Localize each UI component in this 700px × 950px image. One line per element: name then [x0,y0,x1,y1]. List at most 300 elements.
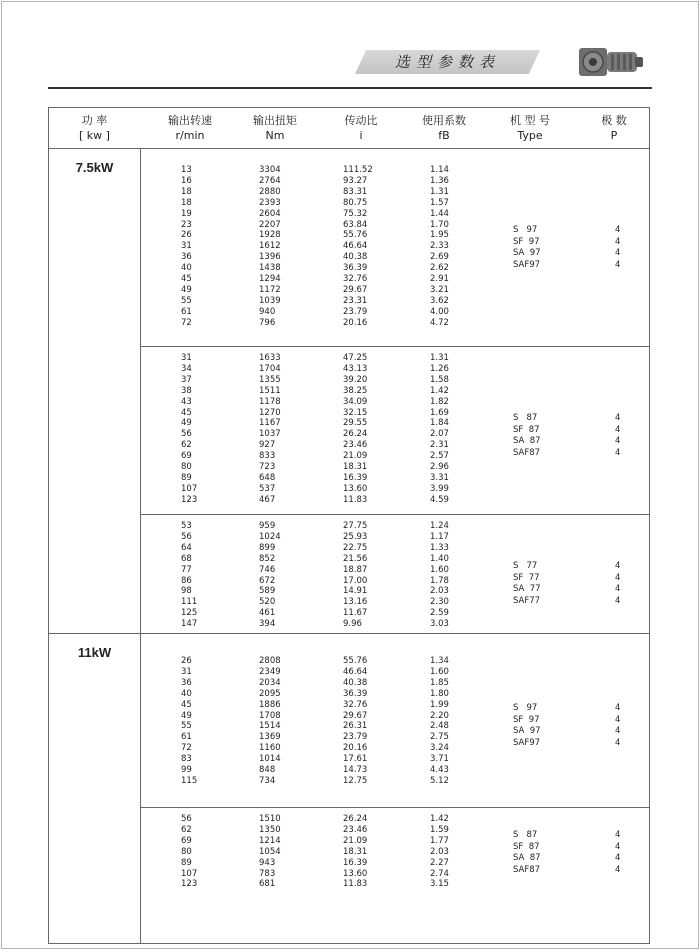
ratio-cell: 18.31 [343,846,368,857]
output-speed-cell: 115 [181,775,198,786]
output-torque-cell: 1024 [259,531,281,542]
group-separator [140,346,649,347]
output-speed-cell: 49 [181,284,192,295]
table-row [49,586,499,597]
output-speed-cell: 69 [181,835,192,846]
model-type-label: SF 87 [513,841,540,852]
service-factor-cell: 5.12 [430,775,449,786]
table-row [49,814,499,825]
output-torque-cell: 2349 [259,666,281,677]
service-factor-cell: 1.77 [430,835,449,846]
model-type-label: SAF97 [513,259,541,270]
pole-count-label: 4 [615,236,621,247]
service-factor-cell: 4.43 [430,765,449,775]
model-type-label: SF 87 [513,424,540,435]
ratio-cell: 27.75 [343,521,368,531]
output-speed-cell: 31 [181,666,192,677]
output-speed-cell: 43 [181,396,192,407]
table-row [49,397,499,408]
pole-count-label: 4 [615,841,621,852]
output-speed-cell: 45 [181,274,192,284]
output-speed-cell: 49 [181,418,192,429]
table-row [49,700,499,711]
table-row [49,619,499,630]
output-speed-cell: 125 [181,608,198,619]
output-torque-cell: 1350 [259,824,281,835]
ratio-cell: 43.13 [343,363,368,374]
header-service-factor-en: fB [438,129,450,142]
output-torque-cell: 833 [259,451,276,462]
header-speed-cn: 输出转速 [168,114,212,127]
table-row [49,364,499,375]
table-row [49,554,499,565]
pole-count-label: 4 [615,726,621,736]
output-torque-cell: 1039 [259,295,281,306]
output-torque-cell: 681 [259,879,276,890]
table-row [49,576,499,587]
output-torque-cell: 2095 [259,688,281,699]
output-torque-cell: 899 [259,542,276,553]
table-row [49,440,499,451]
output-speed-cell: 61 [181,732,192,743]
service-factor-cell: 1.85 [430,677,449,688]
pole-count-label: 4 [615,714,621,725]
ratio-cell: 46.64 [343,241,368,252]
header-torque-en: Nm [265,129,285,142]
table-row [49,451,499,462]
output-torque-cell: 783 [259,868,276,879]
table-row [49,386,499,397]
output-torque-cell: 796 [259,317,276,328]
model-type-label: SF 97 [513,236,540,247]
pole-count-label: 4 [615,259,621,270]
output-torque-cell: 2034 [259,677,281,688]
output-torque-cell: 1886 [259,699,281,710]
table-row [49,879,499,890]
output-speed-cell: 62 [181,440,192,451]
pole-count-label: 4 [615,830,621,840]
table-row [49,743,499,754]
table-row [49,165,499,176]
service-factor-cell: 3.15 [430,879,449,890]
output-torque-cell: 1438 [259,263,281,274]
selection-table [48,107,650,944]
output-torque-cell: 1178 [259,396,281,407]
group-separator [140,514,649,515]
table-row [49,176,499,187]
model-type-label: SAF97 [513,737,541,748]
output-speed-cell: 107 [181,868,198,879]
pole-count-label: 4 [615,853,621,863]
output-speed-cell: 56 [181,429,192,440]
output-torque-cell: 746 [259,564,276,575]
service-factor-cell: 3.71 [430,754,449,765]
table-row [49,408,499,419]
output-torque-cell: 2764 [259,175,281,186]
ratio-cell: 18.87 [343,564,368,575]
service-factor-cell: 3.31 [430,472,449,483]
table-row [49,532,499,543]
table-row [49,230,499,241]
service-factor-cell: 2.75 [430,732,449,743]
ratio-cell: 14.91 [343,586,368,597]
output-speed-cell: 55 [181,721,192,732]
header-poles-cn: 极 数 [601,114,627,127]
ratio-cell: 20.16 [343,743,368,754]
output-speed-cell: 72 [181,317,192,328]
ratio-cell: 26.24 [343,429,368,440]
model-type-label: SF 77 [513,572,540,583]
output-speed-cell: 123 [181,494,198,505]
service-factor-cell: 2.27 [430,857,449,868]
output-speed-cell: 53 [181,521,192,531]
ratio-cell: 29.67 [343,284,368,295]
output-torque-cell: 1396 [259,252,281,263]
output-speed-cell: 123 [181,879,198,890]
output-speed-cell: 40 [181,263,192,274]
service-factor-cell: 1.44 [430,208,449,219]
ratio-cell: 46.64 [343,666,368,677]
ratio-cell: 11.83 [343,879,368,890]
ratio-cell: 11.67 [343,608,368,619]
output-torque-cell: 1708 [259,710,281,721]
model-type-label: SA 77 [513,584,541,594]
service-factor-cell: 1.60 [430,666,449,677]
output-speed-cell: 31 [181,353,192,363]
ratio-cell: 55.76 [343,230,368,241]
ratio-cell: 21.09 [343,451,368,462]
output-torque-cell: 2808 [259,656,281,666]
service-factor-cell: 2.07 [430,429,449,440]
service-factor-cell: 1.57 [430,197,449,208]
ratio-cell: 40.38 [343,677,368,688]
output-torque-cell: 3304 [259,165,281,175]
service-factor-cell: 2.69 [430,252,449,263]
ratio-cell: 13.16 [343,597,368,608]
ratio-cell: 16.39 [343,857,368,868]
page-title-banner [355,50,540,74]
output-speed-cell: 45 [181,407,192,418]
ratio-cell: 23.79 [343,732,368,743]
service-factor-cell: 2.20 [430,710,449,721]
output-speed-cell: 107 [181,483,198,494]
table-row [49,495,499,506]
output-torque-cell: 1214 [259,835,281,846]
power-section-separator [49,633,649,634]
pole-count-label: 4 [615,436,621,446]
ratio-cell: 39.20 [343,374,368,385]
output-speed-cell: 99 [181,765,192,775]
service-factor-cell: 3.24 [430,743,449,754]
service-factor-cell: 1.40 [430,553,449,564]
table-row [49,296,499,307]
pole-count-label: 4 [615,225,621,235]
table-row [49,429,499,440]
pole-count-label: 4 [615,248,621,258]
ratio-cell: 21.56 [343,553,368,564]
ratio-cell: 29.55 [343,418,368,429]
ratio-cell: 55.76 [343,656,368,666]
service-factor-cell: 2.59 [430,608,449,619]
table-header-row [49,108,649,149]
ratio-cell: 36.39 [343,688,368,699]
table-row [49,521,499,532]
output-speed-cell: 45 [181,699,192,710]
ratio-cell: 32.15 [343,407,368,418]
output-speed-cell: 68 [181,553,192,564]
output-speed-cell: 18 [181,197,192,208]
table-row [49,353,499,364]
output-torque-cell: 537 [259,483,276,494]
service-factor-cell: 1.80 [430,688,449,699]
output-speed-cell: 89 [181,472,192,483]
ratio-cell: 13.60 [343,868,368,879]
ratio-cell: 9.96 [343,619,362,630]
output-speed-cell: 72 [181,743,192,754]
service-factor-cell: 2.96 [430,462,449,472]
service-factor-cell: 1.17 [430,531,449,542]
output-torque-cell: 1510 [259,814,281,824]
ratio-cell: 111.52 [343,165,373,175]
table-row [49,847,499,858]
ratio-cell: 17.61 [343,754,368,765]
output-speed-cell: 89 [181,857,192,868]
pole-count-label: 4 [615,572,621,583]
service-factor-cell: 3.03 [430,619,449,630]
service-factor-cell: 1.60 [430,564,449,575]
header-poles [584,113,644,143]
table-row [49,285,499,296]
output-speed-cell: 83 [181,754,192,765]
service-factor-cell: 1.42 [430,814,449,824]
table-row [49,462,499,473]
output-torque-cell: 723 [259,462,276,472]
output-torque-cell: 394 [259,619,276,630]
output-torque-cell: 672 [259,575,276,586]
model-type-label: SAF87 [513,447,541,458]
output-torque-cell: 848 [259,765,276,775]
output-torque-cell: 734 [259,775,276,786]
ratio-cell: 32.76 [343,274,368,284]
ratio-cell: 25.93 [343,531,368,542]
table-row [49,732,499,743]
gear-motor-logo-icon [577,42,645,82]
model-type-label: S 87 [513,413,538,423]
output-speed-cell: 23 [181,219,192,230]
output-speed-cell: 13 [181,165,192,175]
ratio-cell: 23.46 [343,440,368,451]
output-torque-cell: 467 [259,494,276,505]
table-row [49,263,499,274]
table-row [49,274,499,285]
model-type-label: SA 87 [513,853,541,863]
output-torque-cell: 648 [259,472,276,483]
output-torque-cell: 2604 [259,208,281,219]
service-factor-cell: 1.34 [430,656,449,666]
table-row [49,689,499,700]
output-speed-cell: 38 [181,385,192,396]
service-factor-cell: 1.58 [430,374,449,385]
header-poles-en: P [610,129,618,142]
output-torque-cell: 2207 [259,219,281,230]
header-ratio-cn: 传动比 [344,114,378,127]
model-type-label: SF 97 [513,714,540,725]
ratio-cell: 14.73 [343,765,368,775]
ratio-cell: 22.75 [343,542,368,553]
output-torque-cell: 1167 [259,418,281,429]
model-type-label: SAF77 [513,595,541,606]
output-torque-cell: 1928 [259,230,281,241]
ratio-cell: 29.67 [343,710,368,721]
output-torque-cell: 2880 [259,186,281,197]
output-speed-cell: 18 [181,186,192,197]
output-torque-cell: 520 [259,597,276,608]
pole-count-label: 4 [615,703,621,713]
output-torque-cell: 1054 [259,846,281,857]
output-speed-cell: 26 [181,230,192,241]
service-factor-cell: 1.78 [430,575,449,586]
service-factor-cell: 1.31 [430,353,449,363]
output-speed-cell: 61 [181,306,192,317]
table-row [49,597,499,608]
output-torque-cell: 1172 [259,284,281,295]
output-torque-cell: 1037 [259,429,281,440]
output-speed-cell: 55 [181,295,192,306]
output-speed-cell: 69 [181,451,192,462]
table-row [49,484,499,495]
table-row [49,307,499,318]
service-factor-cell: 1.36 [430,175,449,186]
group-separator [140,807,649,808]
output-speed-cell: 86 [181,575,192,586]
table-row [49,825,499,836]
ratio-cell: 26.24 [343,814,368,824]
service-factor-cell: 1.31 [430,186,449,197]
model-type-label: SA 97 [513,726,541,736]
ratio-cell: 36.39 [343,263,368,274]
header-speed [155,113,225,143]
ratio-cell: 63.84 [343,219,368,230]
table-row [49,754,499,765]
header-ratio [326,113,396,143]
service-factor-cell: 1.95 [430,230,449,241]
table-row [49,858,499,869]
power-rating-label: 7.5kW [75,160,114,175]
output-speed-cell: 49 [181,710,192,721]
output-torque-cell: 852 [259,553,276,564]
service-factor-cell: 1.33 [430,542,449,553]
ratio-cell: 18.31 [343,462,368,472]
ratio-cell: 34.09 [343,396,368,407]
output-speed-cell: 19 [181,208,192,219]
model-type-label: S 97 [513,225,538,235]
service-factor-cell: 1.42 [430,385,449,396]
service-factor-cell: 3.21 [430,284,449,295]
table-row [49,543,499,554]
pole-count-label: 4 [615,737,621,748]
service-factor-cell: 2.91 [430,274,449,284]
model-type-label: SA 97 [513,248,541,258]
table-row [49,667,499,678]
output-speed-cell: 111 [181,597,198,608]
service-factor-cell: 2.30 [430,597,449,608]
pole-count-label: 4 [615,424,621,435]
service-factor-cell: 2.62 [430,263,449,274]
service-factor-cell: 4.00 [430,306,449,317]
ratio-cell: 23.46 [343,824,368,835]
pole-count-label: 4 [615,595,621,606]
pole-count-label: 4 [615,413,621,423]
output-speed-cell: 36 [181,677,192,688]
output-torque-cell: 1511 [259,385,281,396]
output-torque-cell: 461 [259,608,276,619]
ratio-cell: 47.25 [343,353,368,363]
output-speed-cell: 98 [181,586,192,597]
header-torque [237,113,313,143]
header-service-factor-cn: 使用系数 [422,114,466,127]
service-factor-cell: 2.31 [430,440,449,451]
table-row [49,418,499,429]
ratio-cell: 80.75 [343,197,368,208]
table-row [49,252,499,263]
ratio-cell: 20.16 [343,317,368,328]
output-torque-cell: 1270 [259,407,281,418]
output-torque-cell: 2393 [259,197,281,208]
output-torque-cell: 589 [259,586,276,597]
ratio-cell: 26.31 [343,721,368,732]
pole-count-label: 4 [615,561,621,571]
service-factor-cell: 1.24 [430,521,449,531]
output-torque-cell: 1704 [259,363,281,374]
service-factor-cell: 1.70 [430,219,449,230]
table-row [49,721,499,732]
ratio-cell: 32.76 [343,699,368,710]
output-torque-cell: 943 [259,857,276,868]
service-factor-cell: 3.62 [430,295,449,306]
ratio-cell: 21.09 [343,835,368,846]
output-speed-cell: 40 [181,688,192,699]
pole-count-label: 4 [615,447,621,458]
service-factor-cell: 1.26 [430,363,449,374]
output-speed-cell: 64 [181,542,192,553]
service-factor-cell: 1.59 [430,824,449,835]
table-row [49,776,499,787]
table-row [49,318,499,329]
table-row [49,836,499,847]
service-factor-cell: 2.03 [430,846,449,857]
header-torque-cn: 输出扭矩 [253,114,297,127]
table-row [49,678,499,689]
output-speed-cell: 62 [181,824,192,835]
header-model [495,113,565,143]
header-speed-en: r/min [175,129,205,142]
output-torque-cell: 1355 [259,374,281,385]
output-speed-cell: 77 [181,564,192,575]
header-power-en: [ kw ] [79,129,110,142]
table-row [49,187,499,198]
pole-count-label: 4 [615,584,621,594]
output-speed-cell: 56 [181,531,192,542]
page-title: 选型参数表 [394,53,500,71]
service-factor-cell: 2.48 [430,721,449,732]
table-row [49,209,499,220]
header-power [49,113,140,143]
ratio-cell: 12.75 [343,775,368,786]
service-factor-cell: 1.99 [430,699,449,710]
ratio-cell: 93.27 [343,175,368,186]
ratio-cell: 23.79 [343,306,368,317]
output-torque-cell: 1514 [259,721,281,732]
